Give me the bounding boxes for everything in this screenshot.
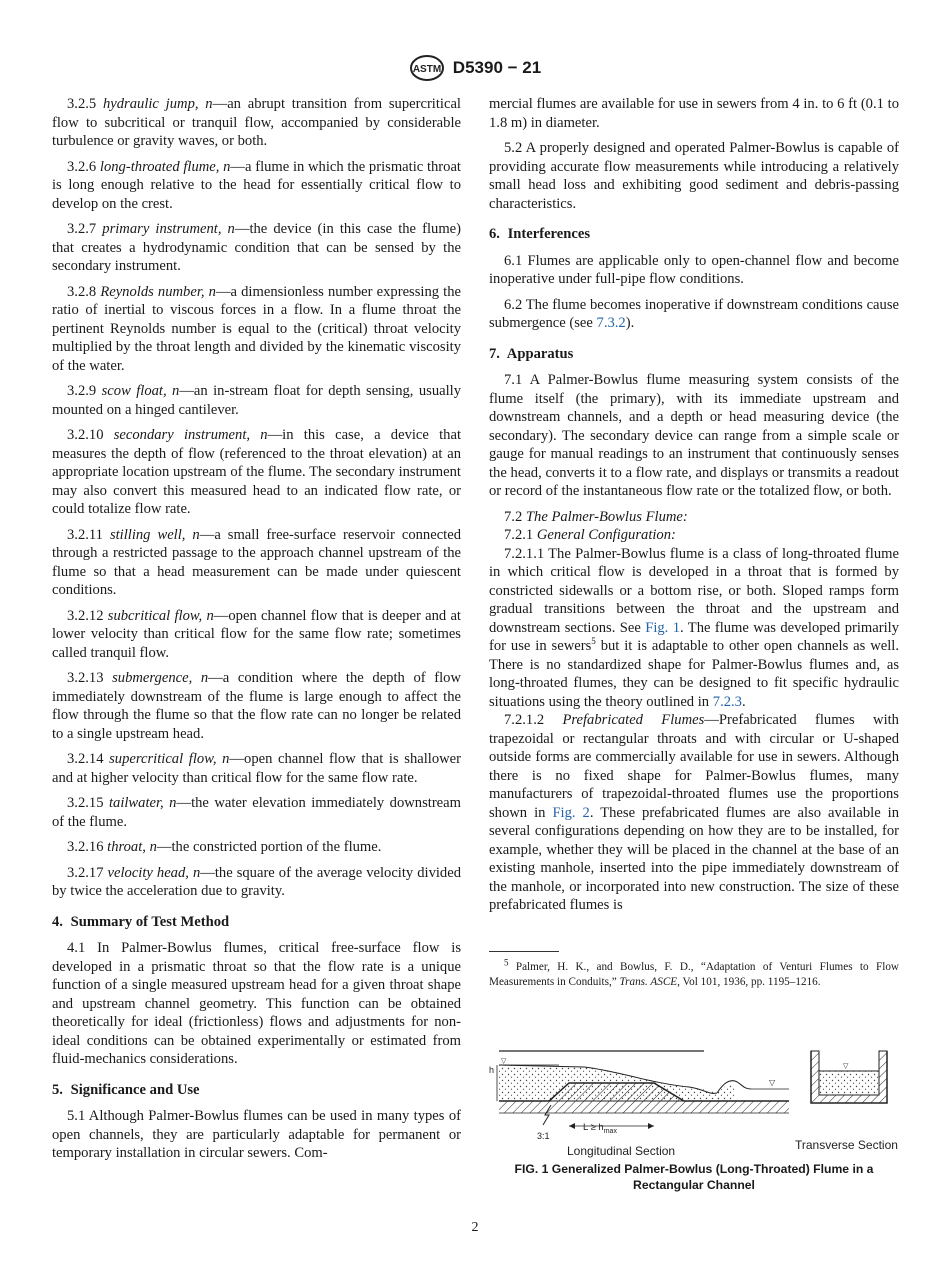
figure-caption-line-1: FIG. 1 Generalized Palmer-Bowlus (Long-Throated) Flume in a <box>514 1162 874 1176</box>
paragraph-7-1: 7.1 A Palmer-Bowlus flume measuring system consists of the flume itself (the primary), with its immediate upstream and downstream channels, and a depth or head measuring device (the secondary). The secondary device can range from a simple scale or gauge for manual readings to an instrument that continuously senses the head, converts it to a flow rate, and displays or transmits a readout or record of the instantaneous flow rate or the totalized flow, or both. <box>489 372 899 499</box>
transverse-section <box>795 1051 898 1152</box>
page-number: 2 <box>471 1220 479 1235</box>
paragraph-6-1: 6.1 Flumes are applicable only to open-channel flow and become inoperative under full-pipe flow conditions. <box>489 252 899 287</box>
definition-stilling-well: 3.2.11 stilling well, n—a small free-surface reservoir connected through a restricted passage to the approach channel upstream of the flume so that a head measurement can be made under quiescent conditions. <box>52 526 461 598</box>
definition-reynolds-number: 3.2.8 Reynolds number, n—a dimensionless number expressing the ratio of inertial to viscous forces in a flow. In a flume throat the pertinent Reynolds number is equal to the (critical) throat velocity multiplied by the throat length and divided by the kinematic viscosity of the water. <box>52 283 461 374</box>
definition-long-throated-flume: 3.2.6 long-throated flume, n—a flume in which the prismatic throat is long enough relative to the head for essentially critical flow to develop on the crest. <box>52 158 461 212</box>
label-longitudinal-section: Longitudinal Section <box>567 1144 676 1158</box>
document-id: D5390 − 21 <box>452 58 542 77</box>
label-slope: 3:1 <box>537 1131 550 1141</box>
footnote-divider <box>489 951 559 952</box>
figure-caption-line-2: Rectangular Channel <box>633 1178 755 1192</box>
label-transverse-section: Transverse Section <box>795 1138 898 1152</box>
section-heading-apparatus: 7. Apparatus <box>489 345 574 362</box>
definition-tailwater: 3.2.15 tailwater, n—the water elevation immediately downstream of the flume. <box>52 795 461 830</box>
left-column <box>52 95 461 1170</box>
figure-1-caption <box>489 1161 899 1193</box>
link-fig-2[interactable]: Fig. 2 <box>552 804 590 821</box>
figure-1 <box>489 1043 909 1158</box>
label-h: h <box>489 1065 495 1075</box>
section-heading-summary: 4. Summary of Test Method <box>52 913 230 930</box>
link-7-3-2[interactable]: 7.3.2 <box>596 315 626 331</box>
svg-text:▽: ▽ <box>501 1057 507 1065</box>
page-header <box>0 54 950 82</box>
definition-scow-float: 3.2.9 scow float, n—an in-stream float for depth sensing, usually mounted on a hinged cantilever. <box>52 383 462 418</box>
flume-diagram <box>489 1043 909 1158</box>
section-heading-interferences: 6. Interferences <box>489 226 590 242</box>
paragraph-7-2-1-2: 7.2.1.2 Prefabricated Flumes—Prefabricated flumes with trapezoidal or rectangular throats and with circular or U-shaped outside forms are commercially available for use in sewers. Although there is no fixed shape for Palmer-Bowlus flumes, many manufacturers of trapezoidal-throated flumes use the proportions shown in Fig. 2. These prefabricated flumes are also available in several configurations depending on how they are to be installed, for example, whether they will be placed in the channel at the base of an existing manhole, inserted into the pipe immediately downstream of the manhole, or incorporated into new construction. The size of these prefabricated flumes is <box>489 712 900 913</box>
paragraph-6-2: 6.2 The flume becomes inoperative if downstream conditions cause submergence (see 7.3.2). <box>489 296 899 331</box>
astm-logo-icon <box>409 54 445 82</box>
svg-text:ASTM: ASTM <box>412 64 441 75</box>
paragraph-4-1: 4.1 In Palmer-Bowlus flumes, critical free-surface flow is developed in a prismatic throat so that the flow rate is a unique function of a single measured upstream head for a given throat shape and upstream channel geometry. This function can be obtained theoretically for ideal (frictionless) flows and adjustments for non-ideal conditions can be obtained experimentally or estimated from fluid-mechanics considerations. <box>52 940 461 1067</box>
section-heading-significance: 5. Significance and Use <box>52 1081 200 1098</box>
footnote-ref-5[interactable]: 5 <box>591 636 596 647</box>
label-length: $L \ge h_{max}$ <box>583 1122 617 1135</box>
paragraph-5-1-continued: mercial flumes are available for use in sewers from 4 in. to 6 ft (0.1 to 1.8 m) in diameter. <box>489 96 899 131</box>
definition-primary-instrument: 3.2.7 primary instrument, n—the device (in this case the flume) that creates a hydrodynamic condition that can be sensed by the secondary instrument. <box>52 221 462 274</box>
definition-supercritical-flow: 3.2.14 supercritical flow, n—open channel flow that is shallower and at higher velocity than critical flow for the same flow rate. <box>52 751 461 786</box>
svg-text:▽: ▽ <box>843 1062 849 1070</box>
definition-throat: 3.2.16 throat, n—the constricted portion of the flume. <box>67 839 382 855</box>
paragraph-7-2-1: 7.2.1 General Configuration: <box>504 527 676 543</box>
definition-hydraulic-jump: 3.2.5 hydraulic jump, n—an abrupt transition from supercritical flow to subcritical or tranquil flow, accompanied by considerable turbulence or gravity waves, or both. <box>52 96 461 149</box>
link-fig-1[interactable]: Fig. 1 <box>645 619 681 636</box>
definition-secondary-instrument: 3.2.10 secondary instrument, n—in this case, a device that measures the depth of flow (referenced to the throat elevation) at an appropriate location upstream of the flume. The secondary instrument may also convert this measured head to an indicated flow rate, or could totalize flow rate. <box>52 427 462 517</box>
definition-velocity-head: 3.2.17 velocity head, n—the square of the average velocity divided by twice the acceleration due to gravity. <box>52 864 462 899</box>
paragraph-7-2: 7.2 The Palmer-Bowlus Flume: <box>504 508 688 525</box>
paragraph-5-1: 5.1 Although Palmer-Bowlus flumes can be used in many types of open channels, they are particularly adaptable for permanent or temporary installation in circular sewers. Com- <box>52 1108 461 1161</box>
paragraph-5-2: 5.2 A properly designed and operated Palmer-Bowlus is capable of providing accurate flow measurements while introducing a relatively small head loss and exhibiting good sediment and debris-passing characteristics. <box>489 140 899 212</box>
link-7-2-3[interactable]: 7.2.3 <box>712 693 742 710</box>
right-column <box>489 95 899 990</box>
longitudinal-section <box>489 1051 789 1158</box>
definition-subcritical-flow: 3.2.12 subcritical flow, n—open channel flow that is deeper and at lower velocity than critical flow for the same flow rate; sometimes called tranquil flow. <box>52 607 461 661</box>
definition-submergence: 3.2.13 submergence, n—a condition where the depth of flow immediately downstream of the flume is large enough to affect the flow through the flume so that the flow rate can no longer be related to a single upstream head. <box>52 670 461 742</box>
paragraph-7-2-1-1: 7.2.1.1 The Palmer-Bowlus flume is a class of long-throated flume in which critical flow is developed in a throat that is formed by constricted sidewalls or a bottom rise, or both. Sloped ramps form gradual transitions between the throat and the upstream and downstream sections. See Fig. 1. The flume was developed primarily for use in sewers$^5$ but it is adaptable to other open channels as well. There is no standardized shape for Palmer-Bowlus flumes and, as long-throated flumes, they can be designed to fit specific hydraulic situations using the theory outlined in 7.2.3. <box>489 545 900 710</box>
footnote-5: $^5$ Palmer, H. K., and Bowlus, F. D., “Adaptation of Venturi Flumes to Flow Measurements in Conduits,” Trans. ASCE, Vol 101, 1936, pp. 1195–1216. <box>489 956 899 988</box>
svg-text:▽: ▽ <box>769 1078 776 1087</box>
